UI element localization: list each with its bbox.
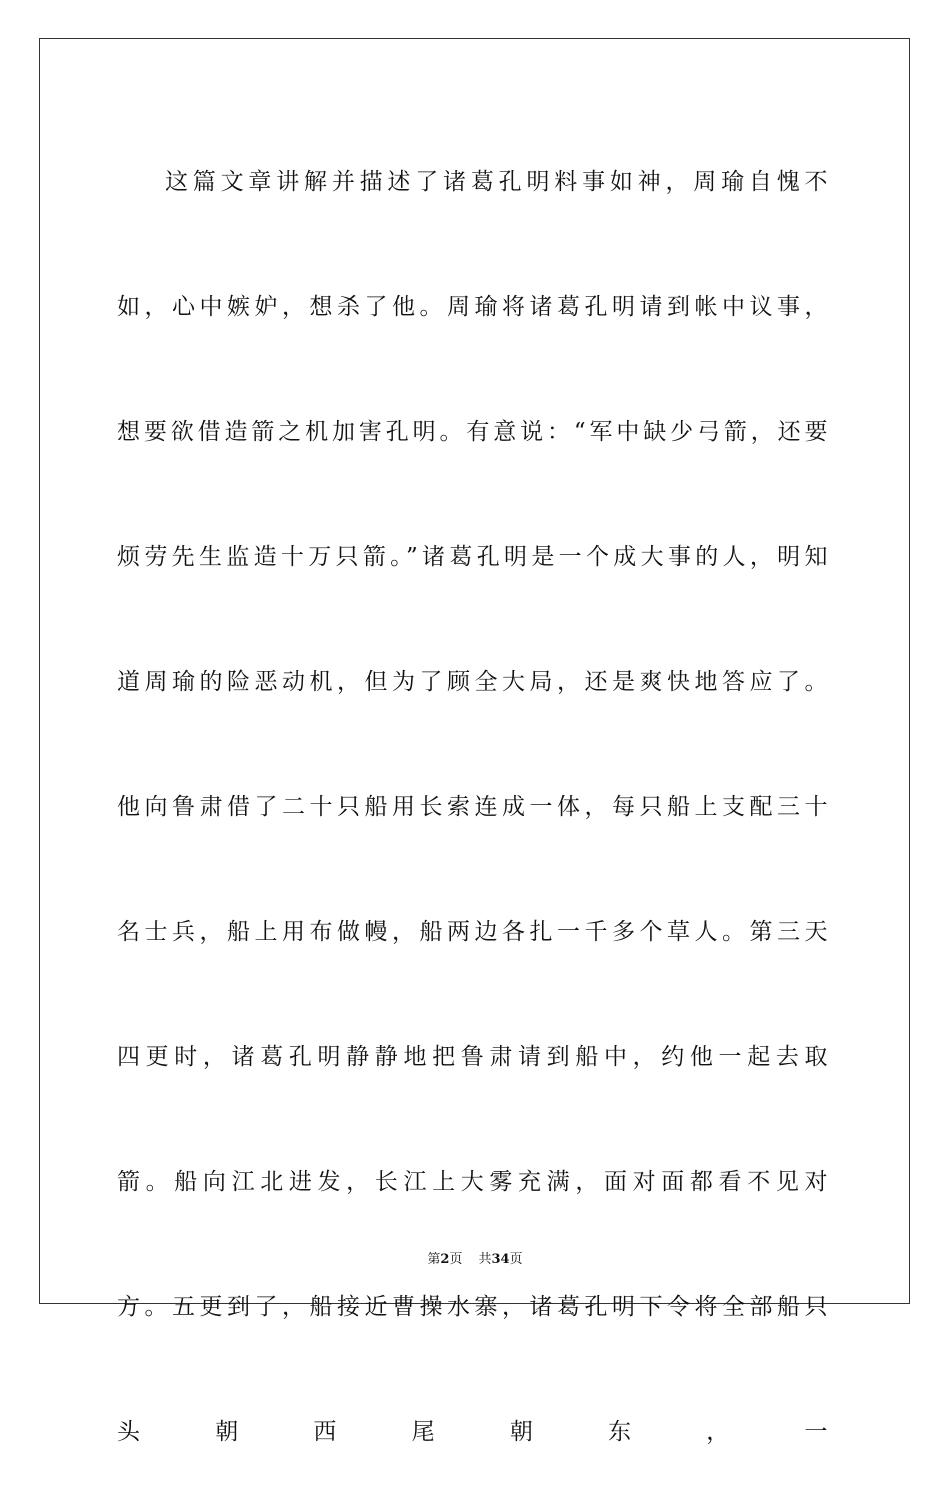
total-suffix: 页	[509, 1252, 523, 1267]
page-footer	[0, 1248, 950, 1267]
page-prefix: 第	[427, 1252, 441, 1267]
page-suffix: 页	[449, 1252, 463, 1267]
total-pages: 34	[491, 1252, 510, 1267]
body-paragraph: 这篇文章讲解并描述了诸葛孔明料事如神，周瑜自愧不如，心中嫉妒，想杀了他。周瑜将诸葛孔明请到帐中议事，想要欲借造箭之机加害孔明。有意说：“军中缺少弓箭，还要烦劳先生监造十万只箭。”诸葛孔明是一个成大事的人，明知道周瑜的险恶动机，但为了顾全大局，还是爽快地答应了。他向鲁肃借了二十只船用长索连成一体，每只船上支配三十名士兵，船上用布做幔，船两边各扎一千多个草人。第三天四更时，诸葛孔明静静地把鲁肃请到船中，约他一起去取箭。船向江北进发，长江上大雾充满，面对面都看不见对方。五更到了，船接近曹操水寨，诸葛孔明下令将全部船只头朝西尾朝东，一	[117, 169, 831, 1445]
page-number: 2	[440, 1252, 450, 1267]
total-prefix: 共	[478, 1252, 492, 1267]
